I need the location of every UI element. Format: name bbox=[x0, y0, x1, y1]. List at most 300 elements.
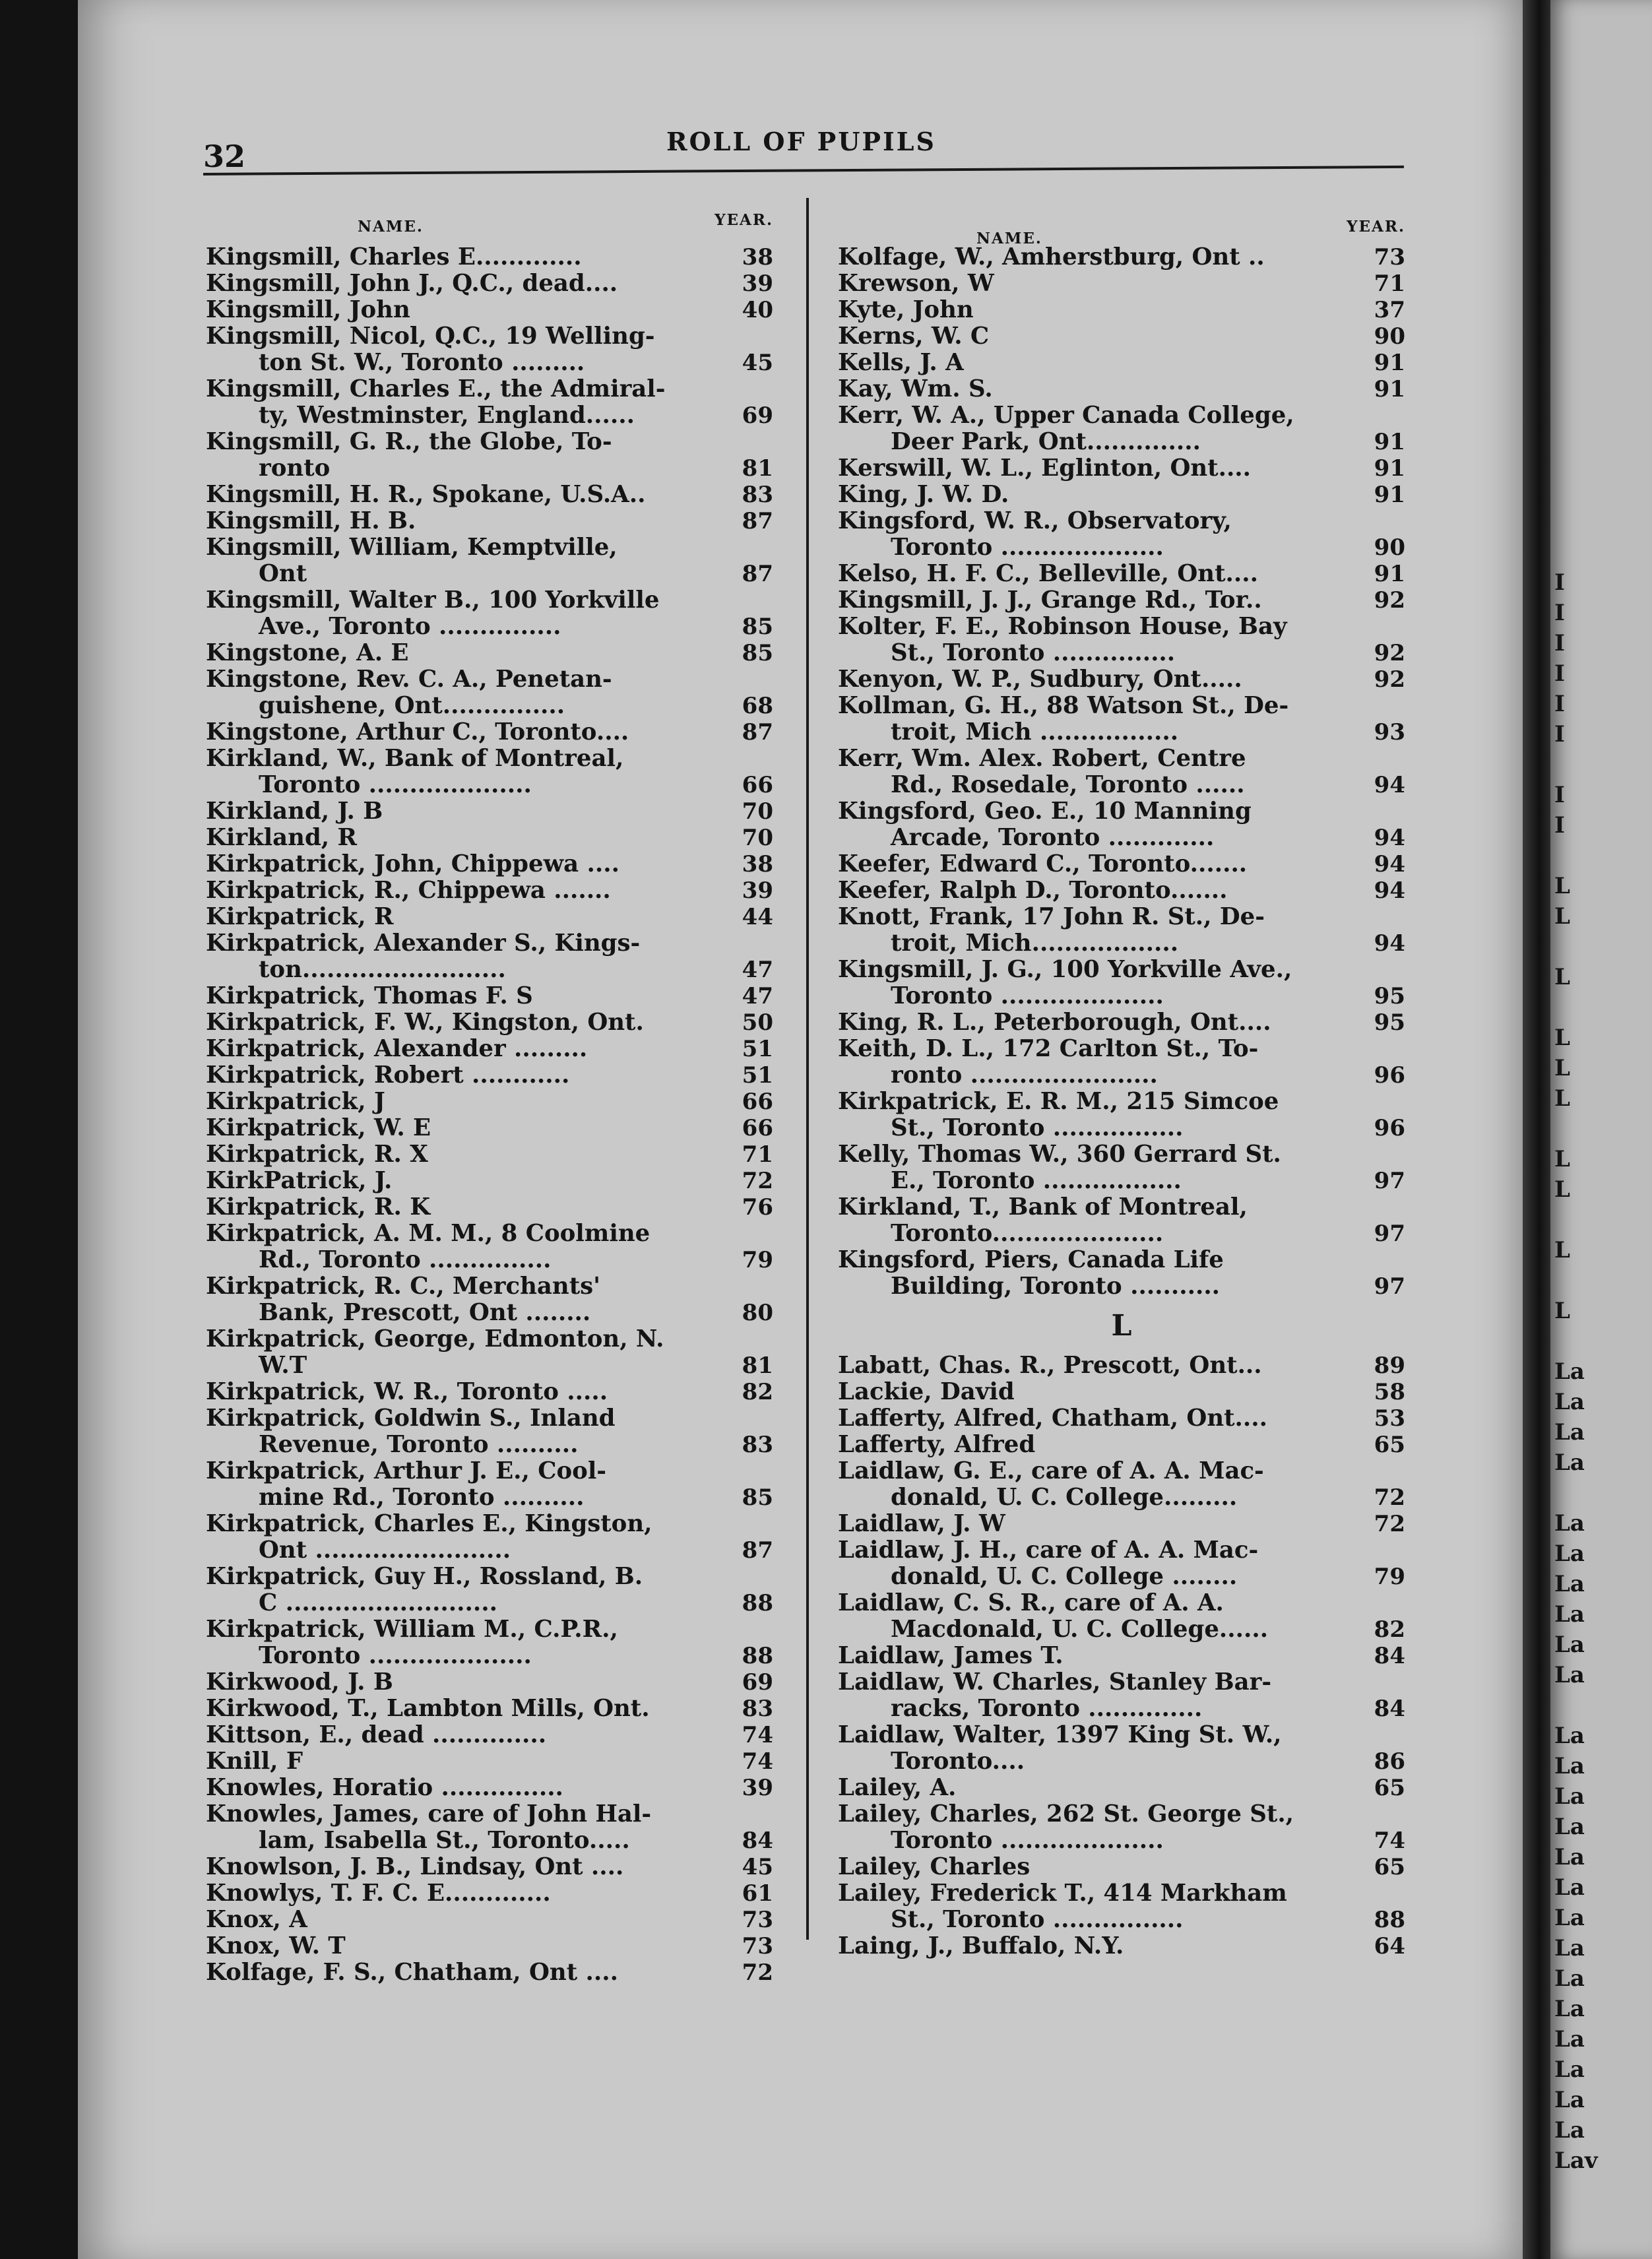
entry-line: Kirkpatrick, George, Edmonton, N. bbox=[206, 1325, 664, 1352]
roll-entry bbox=[838, 1775, 1405, 1801]
entry-continuation: Toronto .................... bbox=[259, 1642, 532, 1669]
roll-entry bbox=[206, 719, 773, 746]
entry-name bbox=[206, 1511, 652, 1564]
roll-entry bbox=[838, 1537, 1405, 1590]
margin-fragment: La bbox=[1554, 2056, 1585, 2083]
margin-fragment: L bbox=[1554, 873, 1570, 899]
roll-entry bbox=[206, 1775, 773, 1801]
entry-year: 97 bbox=[1374, 1273, 1405, 1300]
entry-year: 91 bbox=[1374, 455, 1405, 482]
entry-line: Kingsford, W. R., Observatory, bbox=[838, 507, 1232, 534]
entry-year: 91 bbox=[1374, 561, 1405, 587]
margin-fragment: La bbox=[1554, 1905, 1585, 1931]
entry-year: 47 bbox=[742, 957, 773, 983]
entry-line: Kirkpatrick, William M., C.P.R., bbox=[206, 1616, 618, 1643]
year-header: YEAR. bbox=[715, 211, 773, 229]
entry-name bbox=[206, 1168, 392, 1194]
entry-name bbox=[838, 323, 989, 350]
entry-name bbox=[838, 1590, 1268, 1643]
entry-name bbox=[838, 1880, 1287, 1933]
entry-line: Kirkpatrick, J bbox=[206, 1088, 385, 1115]
margin-fragment bbox=[1554, 1478, 1647, 1508]
margin-fragment: La bbox=[1554, 1935, 1585, 1961]
entry-year: 39 bbox=[742, 270, 773, 297]
entry-continuation: Toronto .................... bbox=[259, 771, 532, 798]
entry-name bbox=[206, 587, 659, 640]
entry-name bbox=[838, 1352, 1262, 1379]
entry-name bbox=[838, 482, 1009, 508]
margin-fragment: La bbox=[1554, 1723, 1585, 1749]
roll-entry bbox=[206, 877, 773, 904]
entry-name bbox=[206, 1036, 587, 1062]
entry-name bbox=[206, 508, 416, 534]
entry-year: 95 bbox=[1374, 983, 1405, 1009]
entry-continuation: Toronto .................... bbox=[891, 534, 1164, 561]
roll-entry bbox=[838, 1590, 1405, 1643]
entry-year: 97 bbox=[1374, 1221, 1405, 1247]
roll-entry bbox=[838, 508, 1405, 561]
entry-year: 53 bbox=[1374, 1405, 1405, 1432]
entry-year: 86 bbox=[1374, 1748, 1405, 1775]
entry-year: 72 bbox=[742, 1168, 773, 1194]
entry-line: Kollman, G. H., 88 Watson St., De- bbox=[838, 692, 1289, 719]
entry-continuation: Ont ........................ bbox=[259, 1537, 511, 1564]
entry-line: Kirkpatrick, W. E bbox=[206, 1114, 431, 1141]
margin-fragment: La bbox=[1554, 1389, 1585, 1415]
entry-year: 72 bbox=[742, 1959, 773, 1986]
roll-entry bbox=[206, 1564, 773, 1616]
column-header bbox=[838, 218, 1405, 247]
entry-year: 91 bbox=[1374, 482, 1405, 508]
entry-year: 97 bbox=[1374, 1168, 1405, 1194]
entry-name bbox=[838, 244, 1265, 270]
margin-fragment: La bbox=[1554, 1814, 1585, 1840]
entry-name bbox=[838, 1775, 956, 1801]
entry-line: Knowlys, T. F. C. E............. bbox=[206, 1880, 551, 1907]
entry-line: Kingsford, Piers, Canada Life bbox=[838, 1246, 1224, 1273]
roll-entry bbox=[206, 1880, 773, 1907]
entry-line: Kingsmill, J. G., 100 Yorkville Ave., bbox=[838, 956, 1292, 983]
entry-name bbox=[206, 1959, 618, 1986]
roll-entry bbox=[206, 746, 773, 798]
entry-line: Kingstone, Arthur C., Toronto.... bbox=[206, 718, 629, 746]
margin-fragment: Lav bbox=[1554, 2148, 1598, 2174]
entry-line: Labatt, Chas. R., Prescott, Ont... bbox=[838, 1352, 1262, 1379]
entry-line: Kirkpatrick, Robert ............ bbox=[206, 1062, 570, 1089]
entry-continuation: ton......................... bbox=[259, 956, 506, 983]
entry-year: 76 bbox=[742, 1194, 773, 1221]
entry-continuation: Ont bbox=[259, 560, 307, 587]
entry-name bbox=[838, 746, 1246, 798]
margin-fragment bbox=[1554, 1690, 1647, 1721]
roll-entry bbox=[206, 534, 773, 587]
entry-name bbox=[838, 1801, 1294, 1854]
margin-fragment bbox=[1554, 932, 1647, 962]
entry-year: 85 bbox=[742, 1484, 773, 1511]
entry-continuation: mine Rd., Toronto .......... bbox=[259, 1484, 585, 1511]
margin-fragment: L bbox=[1554, 1146, 1570, 1172]
entry-continuation: guishene, Ont............... bbox=[259, 692, 565, 719]
entry-year: 38 bbox=[742, 244, 773, 270]
entry-year: 70 bbox=[742, 825, 773, 851]
entry-year: 81 bbox=[742, 1352, 773, 1379]
entry-continuation: lam, Isabella St., Toronto..... bbox=[259, 1827, 630, 1854]
entry-name bbox=[206, 1801, 651, 1854]
roll-entry bbox=[206, 1722, 773, 1748]
margin-fragment: L bbox=[1554, 1055, 1570, 1081]
entry-year: 69 bbox=[742, 1669, 773, 1696]
entry-name bbox=[206, 270, 618, 297]
section-letter: L bbox=[1111, 1309, 1132, 1343]
entry-line: Kirkpatrick, A. M. M., 8 Coolmine bbox=[206, 1220, 651, 1247]
roll-entry bbox=[838, 244, 1405, 270]
entry-year: 65 bbox=[1374, 1432, 1405, 1458]
entry-name bbox=[206, 877, 611, 904]
entry-line: Kerr, W. A., Upper Canada College, bbox=[838, 402, 1294, 429]
roll-entry bbox=[206, 798, 773, 825]
entry-name bbox=[206, 1722, 546, 1748]
entry-line: Kirkpatrick, W. R., Toronto ..... bbox=[206, 1378, 608, 1405]
roll-entry bbox=[206, 323, 773, 376]
margin-fragment: La bbox=[1554, 1965, 1585, 1992]
roll-entry bbox=[838, 350, 1405, 376]
roll-entry bbox=[206, 429, 773, 482]
entry-name bbox=[838, 1247, 1224, 1300]
entry-name bbox=[838, 851, 1247, 877]
entry-continuation: C .......................... bbox=[259, 1589, 497, 1616]
entry-line: Kingsmill, H. R., Spokane, U.S.A.. bbox=[206, 481, 646, 508]
margin-fragment bbox=[1554, 1326, 1647, 1356]
roll-entry bbox=[206, 587, 773, 640]
left-entry-list bbox=[206, 244, 773, 1986]
entry-name bbox=[838, 1141, 1281, 1194]
entry-name bbox=[838, 402, 1294, 455]
margin-fragment: I bbox=[1554, 600, 1565, 626]
entry-name bbox=[838, 957, 1292, 1009]
entry-year: 73 bbox=[1374, 244, 1405, 270]
entry-line: Kirkland, J. B bbox=[206, 798, 383, 825]
entry-name bbox=[838, 1458, 1264, 1511]
entry-name bbox=[206, 1854, 623, 1880]
entry-name bbox=[838, 1933, 1124, 1959]
entry-line: Knowlson, J. B., Lindsay, Ont .... bbox=[206, 1853, 624, 1880]
entry-line: Kirkpatrick, Alexander S., Kings- bbox=[206, 930, 641, 957]
entry-name bbox=[838, 1036, 1258, 1089]
entry-year: 92 bbox=[1374, 640, 1405, 666]
margin-fragment: La bbox=[1554, 1996, 1585, 2022]
margin-fragment: La bbox=[1554, 1601, 1585, 1628]
roll-entry bbox=[206, 825, 773, 851]
entry-year: 66 bbox=[742, 1115, 773, 1141]
entry-line: Knill, F bbox=[206, 1748, 303, 1775]
entry-line: Keefer, Ralph D., Toronto....... bbox=[838, 877, 1228, 904]
column-divider bbox=[806, 198, 809, 1940]
roll-entry bbox=[838, 693, 1405, 746]
entry-year: 61 bbox=[742, 1880, 773, 1907]
entry-continuation: Building, Toronto ........... bbox=[891, 1273, 1221, 1300]
entry-year: 74 bbox=[1374, 1828, 1405, 1854]
entry-line: Kerswill, W. L., Eglinton, Ont.... bbox=[838, 455, 1252, 482]
entry-year: 65 bbox=[1374, 1775, 1405, 1801]
entry-line: Kelso, H. F. C., Belleville, Ont.... bbox=[838, 560, 1258, 587]
margin-fragment: L bbox=[1554, 1176, 1570, 1203]
entry-name bbox=[206, 1405, 616, 1458]
roll-entry bbox=[206, 1273, 773, 1326]
page-gutter bbox=[1523, 0, 1550, 2259]
name-header: NAME. bbox=[976, 230, 1042, 247]
entry-line: Lailey, Charles bbox=[838, 1853, 1031, 1880]
entry-line: Keefer, Edward C., Toronto....... bbox=[838, 850, 1248, 877]
roll-entry bbox=[206, 1511, 773, 1564]
entry-name bbox=[838, 904, 1265, 957]
entry-name bbox=[206, 1115, 431, 1141]
entry-continuation: Revenue, Toronto .......... bbox=[259, 1431, 579, 1458]
roll-entry bbox=[838, 376, 1405, 402]
entry-year: 73 bbox=[742, 1907, 773, 1933]
entry-continuation: Toronto.... bbox=[891, 1748, 1025, 1775]
entry-year: 79 bbox=[1374, 1564, 1405, 1590]
entry-year: 96 bbox=[1374, 1115, 1405, 1141]
year-header: YEAR. bbox=[1347, 218, 1405, 236]
entry-continuation: Toronto..................... bbox=[891, 1220, 1164, 1247]
roll-entry bbox=[206, 1458, 773, 1511]
entry-line: KirkPatrick, J. bbox=[206, 1167, 393, 1194]
entry-line: Laidlaw, C. S. R., care of A. A. bbox=[838, 1589, 1224, 1616]
roll-entry bbox=[838, 1801, 1405, 1854]
entry-line: Kirkpatrick, Guy H., Rossland, B. bbox=[206, 1563, 643, 1590]
entry-year: 65 bbox=[1374, 1854, 1405, 1880]
entry-name bbox=[838, 270, 994, 297]
margin-fragment: La bbox=[1554, 1632, 1585, 1658]
roll-entry bbox=[206, 1326, 773, 1379]
roll-entry bbox=[206, 376, 773, 429]
roll-entry bbox=[838, 904, 1405, 957]
entry-name bbox=[838, 1009, 1271, 1036]
entry-name bbox=[206, 798, 383, 825]
roll-entry bbox=[838, 1643, 1405, 1669]
entry-line: Knott, Frank, 17 John R. St., De- bbox=[838, 903, 1265, 930]
roll-entry bbox=[838, 1854, 1405, 1880]
roll-entry bbox=[206, 482, 773, 508]
roll-entry bbox=[838, 323, 1405, 350]
entry-continuation: St., Toronto ................ bbox=[891, 1114, 1184, 1141]
l-entry-list bbox=[838, 1352, 1405, 1959]
entry-line: King, J. W. D. bbox=[838, 481, 1009, 508]
entry-year: 94 bbox=[1374, 930, 1405, 957]
entry-line: Kingstone, A. E bbox=[206, 639, 409, 666]
entry-year: 80 bbox=[742, 1300, 773, 1326]
margin-fragment: I bbox=[1554, 782, 1565, 808]
entry-year: 94 bbox=[1374, 877, 1405, 904]
entry-line: Kyte, John bbox=[838, 296, 974, 323]
entry-name bbox=[206, 1775, 563, 1801]
margin-fragment: La bbox=[1554, 2026, 1585, 2052]
entry-continuation: Macdonald, U. C. College...... bbox=[891, 1616, 1269, 1643]
entry-line: Laidlaw, G. E., care of A. A. Mac- bbox=[838, 1457, 1264, 1484]
entry-name bbox=[838, 1379, 1015, 1405]
entry-name bbox=[838, 1432, 1035, 1458]
entry-name bbox=[206, 1458, 606, 1511]
entry-line: Kirkpatrick, Charles E., Kingston, bbox=[206, 1510, 652, 1537]
margin-fragment: I bbox=[1554, 721, 1565, 748]
entry-year: 71 bbox=[742, 1141, 773, 1168]
entry-name bbox=[206, 244, 582, 270]
entry-line: Kelly, Thomas W., 360 Gerrard St. bbox=[838, 1141, 1281, 1168]
entry-name bbox=[206, 1669, 393, 1696]
entry-line: Kingsmill, Charles E............. bbox=[206, 243, 582, 270]
entry-year: 87 bbox=[742, 508, 773, 534]
entry-name bbox=[838, 666, 1242, 693]
margin-fragment: La bbox=[1554, 1571, 1585, 1597]
entry-year: 73 bbox=[742, 1933, 773, 1959]
entry-year: 89 bbox=[1374, 1352, 1405, 1379]
roll-entry bbox=[838, 614, 1405, 666]
entry-line: Kirkpatrick, F. W., Kingston, Ont. bbox=[206, 1009, 644, 1036]
margin-fragment: I bbox=[1554, 630, 1565, 656]
margin-fragment bbox=[1554, 1114, 1647, 1144]
entry-name bbox=[206, 1273, 600, 1326]
column-header bbox=[206, 211, 773, 244]
adjacent-page-fragments bbox=[1554, 567, 1647, 2176]
roll-entry bbox=[838, 1194, 1405, 1247]
entry-year: 44 bbox=[742, 904, 773, 930]
entry-line: Kirkpatrick, Arthur J. E., Cool- bbox=[206, 1457, 607, 1484]
roll-entry bbox=[838, 1141, 1405, 1194]
entry-year: 93 bbox=[1374, 719, 1405, 746]
roll-entry bbox=[838, 297, 1405, 323]
entry-year: 88 bbox=[1374, 1907, 1405, 1933]
entry-year: 94 bbox=[1374, 825, 1405, 851]
entry-line: Kirkland, T., Bank of Montreal, bbox=[838, 1193, 1248, 1221]
margin-fragment: La bbox=[1554, 2117, 1585, 2144]
entry-line: Kerns, W. C bbox=[838, 323, 990, 350]
entry-name bbox=[838, 1643, 1064, 1669]
entry-line: Kingsmill, Charles E., the Admiral- bbox=[206, 375, 666, 402]
roll-entry bbox=[838, 1352, 1405, 1379]
entry-year: 58 bbox=[1374, 1379, 1405, 1405]
margin-fragment: La bbox=[1554, 1510, 1585, 1537]
entry-line: Kolter, F. E., Robinson House, Bay bbox=[838, 613, 1287, 640]
roll-entry bbox=[206, 930, 773, 983]
margin-fragment: L bbox=[1554, 1025, 1570, 1051]
entry-continuation: donald, U. C. College......... bbox=[891, 1484, 1238, 1511]
roll-entry bbox=[206, 904, 773, 930]
entry-year: 64 bbox=[1374, 1933, 1405, 1959]
right-entry-list bbox=[838, 244, 1405, 1300]
roll-entry bbox=[206, 1801, 773, 1854]
entry-line: Kingsmill, Nicol, Q.C., 19 Welling- bbox=[206, 323, 655, 350]
roll-entry bbox=[838, 561, 1405, 587]
roll-entry bbox=[838, 1933, 1405, 1959]
entry-name bbox=[206, 1062, 569, 1089]
entry-year: 85 bbox=[742, 640, 773, 666]
roll-entry bbox=[206, 983, 773, 1009]
entry-year: 83 bbox=[742, 1696, 773, 1722]
entry-year: 84 bbox=[1374, 1643, 1405, 1669]
entry-name bbox=[206, 930, 640, 983]
entry-year: 91 bbox=[1374, 376, 1405, 402]
entry-line: Kingsmill, G. R., the Globe, To- bbox=[206, 428, 612, 455]
roll-entry bbox=[838, 1880, 1405, 1933]
roll-entry bbox=[206, 1009, 773, 1036]
entry-line: Kirkland, W., Bank of Montreal, bbox=[206, 745, 624, 772]
roll-entry bbox=[838, 270, 1405, 297]
entry-continuation: Rd., Rosedale, Toronto ...... bbox=[891, 771, 1245, 798]
entry-year: 39 bbox=[742, 1775, 773, 1801]
entry-year: 39 bbox=[742, 877, 773, 904]
entry-name bbox=[206, 1221, 650, 1273]
entry-name bbox=[206, 1748, 303, 1775]
margin-fragment bbox=[1554, 992, 1647, 1023]
entry-line: Kingsford, Geo. E., 10 Manning bbox=[838, 798, 1252, 825]
entry-year: 94 bbox=[1374, 772, 1405, 798]
entry-name bbox=[206, 323, 655, 376]
entry-year: 83 bbox=[742, 1432, 773, 1458]
roll-entry bbox=[838, 746, 1405, 798]
entry-line: Kingsmill, H. B. bbox=[206, 507, 416, 534]
roll-entry bbox=[838, 1432, 1405, 1458]
entry-year: 40 bbox=[742, 297, 773, 323]
entry-line: Laidlaw, J. H., care of A. A. Mac- bbox=[838, 1537, 1259, 1564]
entry-line: Kirkwood, T., Lambton Mills, Ont. bbox=[206, 1695, 650, 1722]
entry-line: Kingstone, Rev. C. A., Penetan- bbox=[206, 666, 612, 693]
entry-year: 88 bbox=[742, 1590, 773, 1616]
roll-entry bbox=[206, 1141, 773, 1168]
entry-continuation: Toronto .................... bbox=[891, 1827, 1164, 1854]
roll-entry bbox=[206, 1959, 773, 1986]
roll-entry bbox=[206, 1669, 773, 1696]
entry-name bbox=[838, 455, 1251, 482]
entry-name bbox=[838, 1511, 1005, 1537]
roll-entry bbox=[206, 640, 773, 666]
roll-entry bbox=[838, 1089, 1405, 1141]
entry-line: Laidlaw, James T. bbox=[838, 1642, 1064, 1669]
entry-line: King, R. L., Peterborough, Ont.... bbox=[838, 1009, 1271, 1036]
entry-year: 51 bbox=[742, 1062, 773, 1089]
left-column bbox=[206, 211, 773, 1986]
entry-line: Kingsmill, J. J., Grange Rd., Tor.. bbox=[838, 587, 1262, 614]
entry-name bbox=[206, 904, 394, 930]
entry-year: 92 bbox=[1374, 587, 1405, 614]
entry-year: 96 bbox=[1374, 1062, 1405, 1089]
margin-fragment: La bbox=[1554, 2087, 1585, 2113]
roll-entry bbox=[838, 587, 1405, 614]
entry-name bbox=[838, 1722, 1282, 1775]
entry-year: 95 bbox=[1374, 1009, 1405, 1036]
entry-line: Kirkwood, J. B bbox=[206, 1669, 393, 1696]
roll-entry bbox=[206, 1115, 773, 1141]
margin-fragment: La bbox=[1554, 1419, 1585, 1446]
roll-entry bbox=[838, 1009, 1405, 1036]
entry-line: Lafferty, Alfred bbox=[838, 1431, 1036, 1458]
roll-entry bbox=[838, 1458, 1405, 1511]
entry-year: 69 bbox=[742, 402, 773, 429]
entry-name bbox=[838, 1537, 1258, 1590]
entry-year: 82 bbox=[1374, 1616, 1405, 1643]
entry-year: 70 bbox=[742, 798, 773, 825]
entry-year: 81 bbox=[742, 455, 773, 482]
entry-name bbox=[838, 1194, 1248, 1247]
margin-fragment bbox=[1554, 841, 1647, 871]
margin-fragment bbox=[1554, 1265, 1647, 1296]
name-header: NAME. bbox=[358, 218, 424, 236]
entry-line: Kingsmill, William, Kemptville, bbox=[206, 534, 618, 561]
entry-continuation: Rd., Toronto ............... bbox=[259, 1246, 552, 1273]
entry-line: Lailey, Charles, 262 St. George St., bbox=[838, 1800, 1294, 1828]
roll-entry bbox=[206, 1405, 773, 1458]
entry-line: Kirkpatrick, John, Chippewa .... bbox=[206, 850, 620, 877]
right-column bbox=[838, 218, 1405, 1959]
